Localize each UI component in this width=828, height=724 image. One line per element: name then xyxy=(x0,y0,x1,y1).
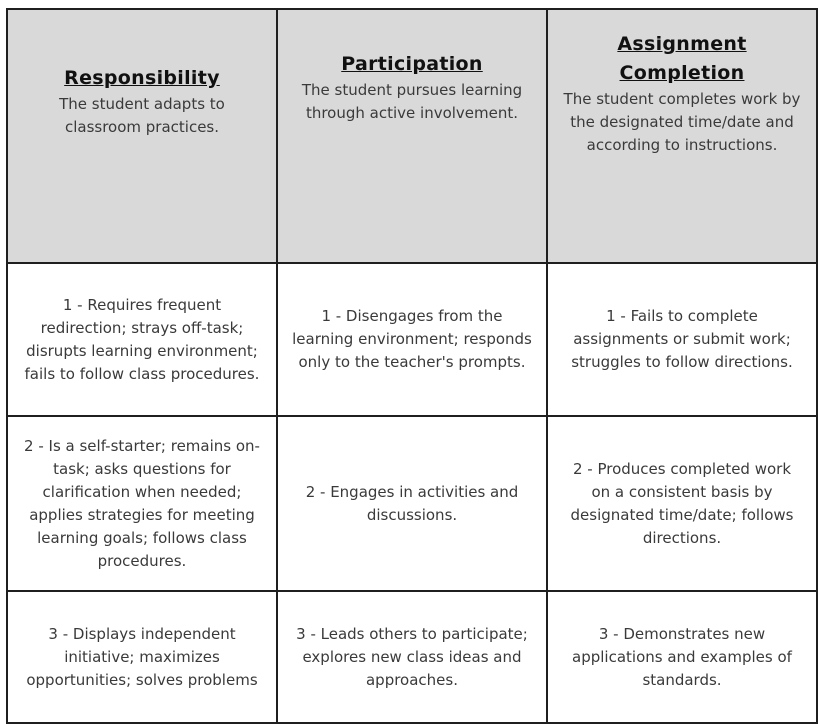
rubric-cell: 2 - Is a self-starter; remains on-task; asks questions for clarification when needed; applies strategies for meeting learning goals; follows class procedures. xyxy=(7,416,277,591)
header-description: The student completes work by the designated time/date and according to instructions. xyxy=(563,90,801,154)
header-row xyxy=(7,9,817,263)
header-cell-responsibility xyxy=(7,9,277,263)
rubric-cell: 1 - Disengages from the learning environment; responds only to the teacher's prompts. xyxy=(277,263,547,416)
table-row xyxy=(7,416,817,591)
header-description: The student pursues learning through active involvement. xyxy=(301,81,523,122)
table-row xyxy=(7,591,817,723)
rubric-cell: 1 - Fails to complete assignments or submit work; struggles to follow directions. xyxy=(547,263,817,416)
header-cell-participation xyxy=(277,9,547,263)
header-description: The student adapts to classroom practices. xyxy=(59,95,225,136)
rubric-cell: 2 - Produces completed work on a consistent basis by designated time/date; follows directions. xyxy=(547,416,817,591)
rubric-cell: 2 - Engages in activities and discussions. xyxy=(277,416,547,591)
header-title: Responsibility xyxy=(64,67,220,89)
rubric-cell: 3 - Demonstrates new applications and examples of standards. xyxy=(547,591,817,723)
rubric-cell: 3 - Leads others to participate; explores new class ideas and approaches. xyxy=(277,591,547,723)
table-row xyxy=(7,263,817,416)
header-cell-assignment-completion xyxy=(547,9,817,263)
rubric-table xyxy=(6,8,818,724)
header-title: Assignment Completion xyxy=(617,33,747,84)
rubric-cell: 1 - Requires frequent redirection; strays off-task; disrupts learning environment; fails to follow class procedures. xyxy=(7,263,277,416)
header-title: Participation xyxy=(341,53,483,75)
rubric-cell: 3 - Displays independent initiative; maximizes opportunities; solves problems xyxy=(7,591,277,723)
